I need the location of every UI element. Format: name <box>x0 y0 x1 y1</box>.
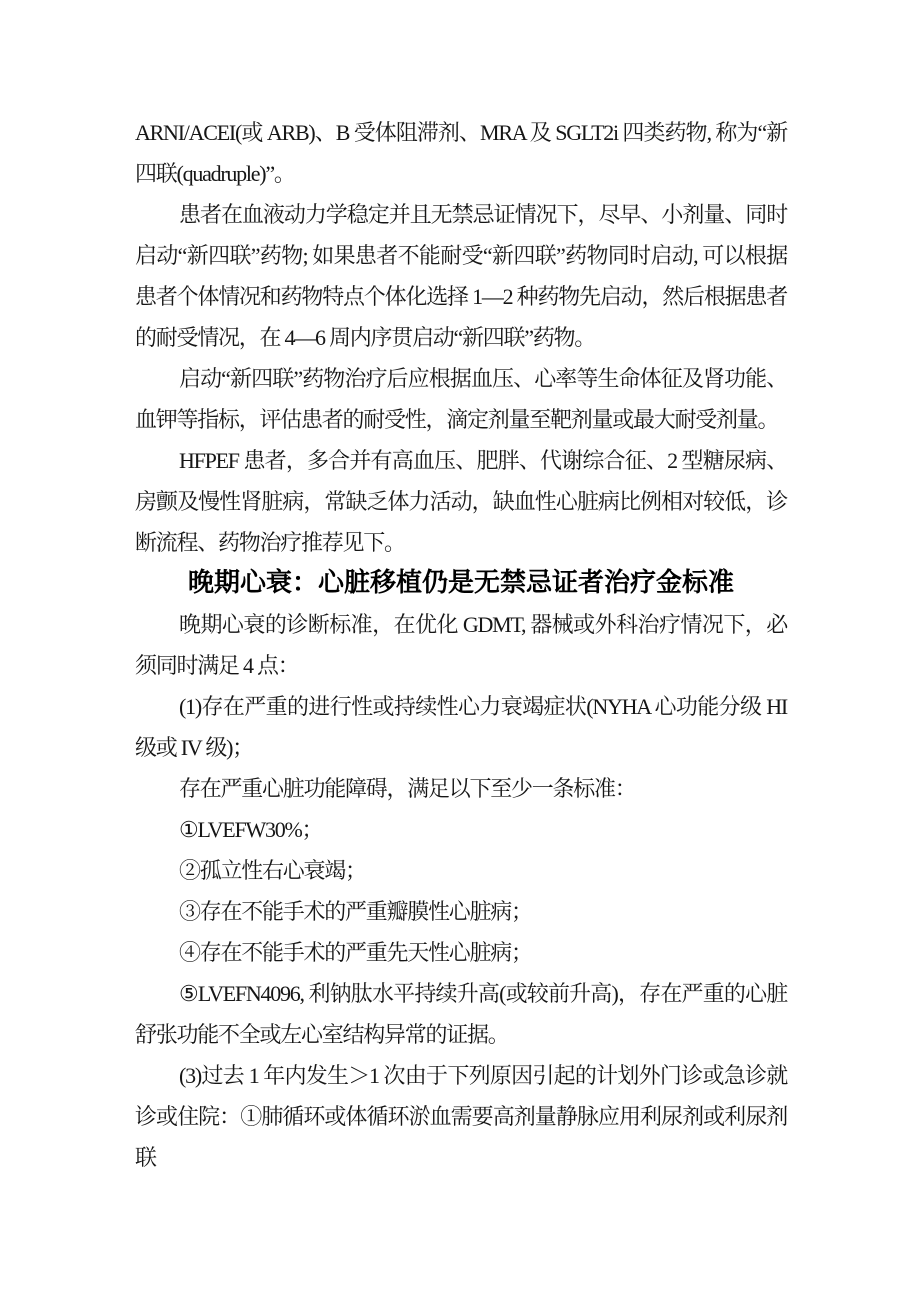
paragraph: (3)过去 1 年内发生＞1 次由于下列原因引起的计划外门诊或急诊就诊或住院：①肺循环或体循环淤血需要高剂量静脉应用利尿剂或利尿剂联 <box>135 1063 787 1170</box>
paragraph: ARNI/ACEI(或 ARB)、B 受体阻滞剂、MRA 及 SGLT2i 四类药物, 称为“新四联(quadruple)”。 <box>135 120 787 186</box>
paragraph: ①LVEFW30%； <box>179 817 323 842</box>
paragraph: 患者在血液动力学稳定并且无禁忌证情况下，尽早、小剂量、同时启动“新四联”药物; 如果患者不能耐受“新四联”药物同时启动, 可以根据患者个体情况和药物特点个体化选择 1—2 种药物先启动，然后根据患者的耐受情况，在 4—6 周内序贯启动“新四联”药物。 <box>135 202 787 350</box>
paragraph: ⑤LVEFN4096, 利钠肽水平持续升高(或较前升高)，存在严重的心脏舒张功能不全或左心室结构异常的证据。 <box>135 981 787 1047</box>
paragraph: HFPEF 患者，多合并有高血压、肥胖、代谢综合征、2 型糖尿病、房颤及慢性肾脏病，常缺乏体力活动，缺血性心脏病比例相对较低，诊断流程、药物治疗推荐见下。 <box>135 448 787 555</box>
paragraph: ②孤立性右心衰竭； <box>179 858 366 883</box>
paragraph: 启动“新四联”药物治疗后应根据血压、心率等生命体征及肾功能、血钾等指标，评估患者的耐受性，滴定剂量至靶剂量或最大耐受剂量。 <box>135 366 787 432</box>
document-body <box>135 112 787 1178</box>
paragraph: 晚期心衰的诊断标准，在优化 GDMT, 器械或外科治疗情况下，必须同时满足 4 点： <box>135 612 787 678</box>
paragraph: ③存在不能手术的严重瓣膜性心脏病； <box>179 899 532 924</box>
paragraph: 存在严重心脏功能障碍，满足以下至少一条标准： <box>179 776 636 801</box>
section-heading: 晚期心衰：心脏移植仍是无禁忌证者治疗金标准 <box>187 568 734 598</box>
paragraph: ④存在不能手术的严重先天性心脏病； <box>179 940 532 965</box>
paragraph: (1)存在严重的进行性或持续性心力衰竭症状(NYHA 心功能分级 HI 级或 IV 级)； <box>135 694 787 760</box>
